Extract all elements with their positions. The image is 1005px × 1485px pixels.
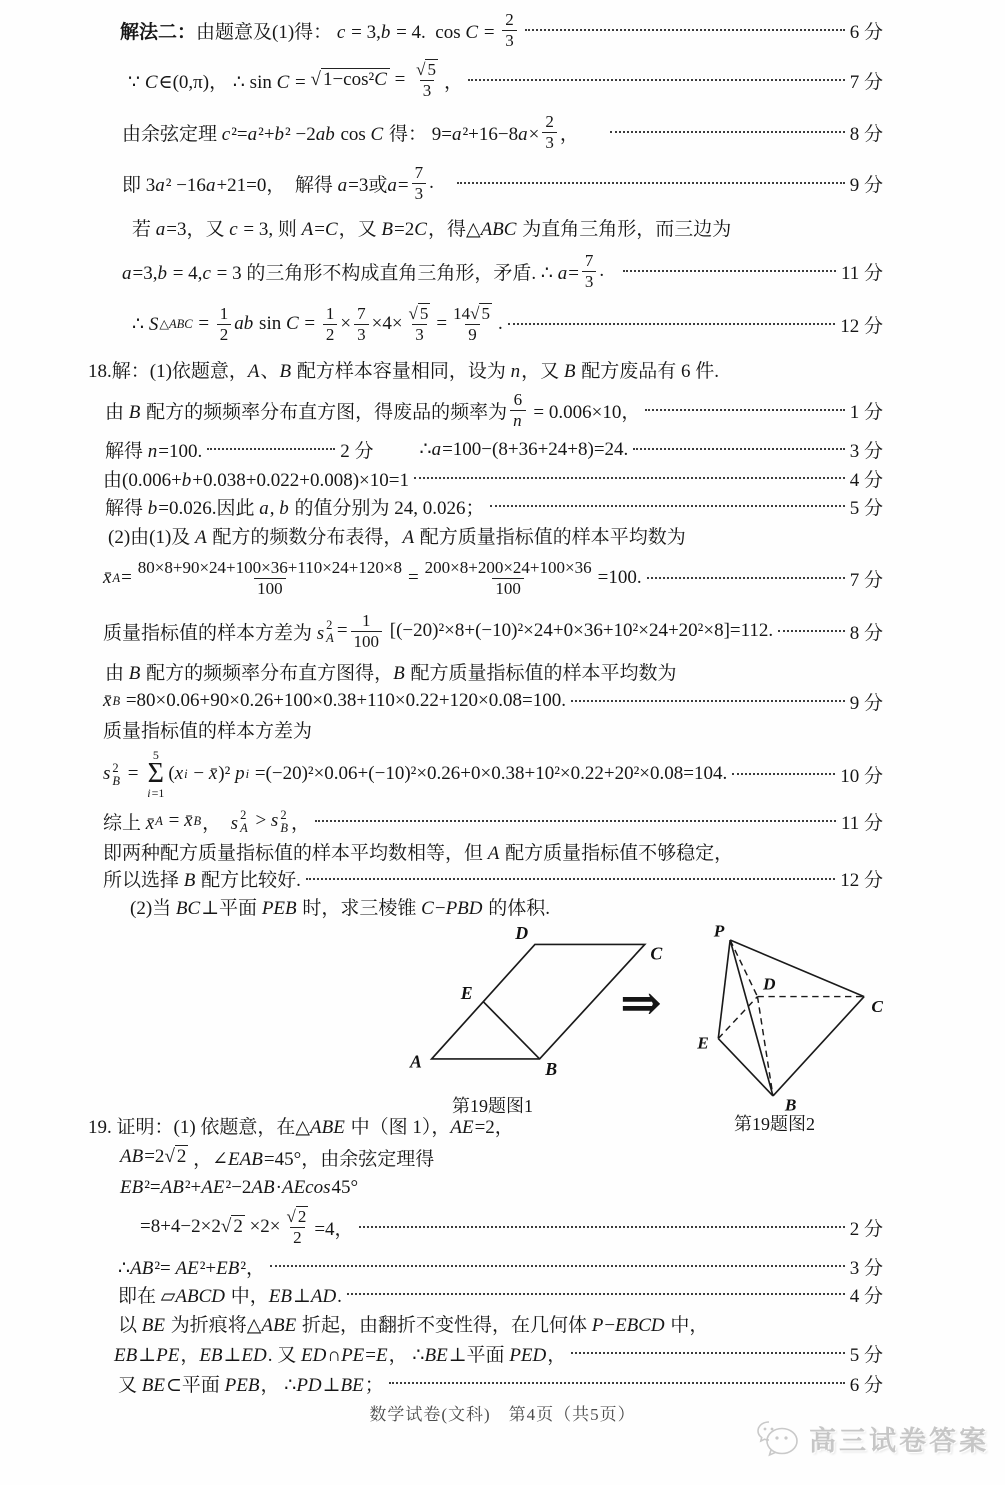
answer-line [0, 1338, 1005, 1368]
dot-leader [525, 29, 845, 31]
answer-line [0, 386, 1005, 434]
fraction: $\frac{14√ 5}{9}$ [453, 304, 490, 344]
score-label: 9 分 [849, 174, 883, 196]
score-label: 3 分 [849, 440, 883, 462]
dot-leader [490, 505, 845, 507]
score-label: 12 分 [840, 315, 883, 337]
sqrt-radical: √ 5 [416, 60, 436, 80]
score-label: 10 分 [840, 765, 883, 787]
text-run: 由 B 配方的频频率分布直方图得，B 配方质量指标值的样本平均数为 [105, 662, 677, 684]
text-run: 由题意及(1)得： c = 3,b = 4. cos C = [196, 21, 500, 43]
text-run: . [429, 172, 434, 193]
text-run: > s [250, 810, 279, 831]
dot-leader [623, 270, 836, 272]
text-run: = x̄ [163, 810, 193, 831]
text-run: 质量指标值的样本方差为 [103, 721, 313, 742]
score-label: 11 分 [840, 262, 883, 284]
score-label: 6 分 [849, 1374, 883, 1396]
text-run: ∵ C∈(0,π)， ∴ sin C = [128, 71, 311, 93]
text-run: s [103, 763, 111, 784]
fraction: $\frac{7}{3}$ [582, 251, 597, 290]
text-run: × [340, 313, 352, 334]
vertex-label-D: D [515, 922, 529, 943]
fraction: $\frac{7}{3}$ [412, 163, 427, 202]
text-run: ，∠EAB=45°，由余弦定理得 [188, 1148, 435, 1170]
sup-sub-stack: 2 A [326, 617, 334, 645]
text-run-bold: 解法二： [120, 21, 197, 43]
answer-line: 综上 x̄ A = x̄ B ， s 2 A > s 2 B ， 11 分 [103, 807, 883, 835]
fraction: $\frac{7}{3}$ [354, 304, 369, 343]
answer-line [0, 54, 1005, 106]
answer-line [0, 106, 1005, 158]
dot-leader [508, 323, 836, 325]
text-run: x̄ [103, 567, 112, 588]
dot-leader [468, 79, 845, 81]
answer-line: x̄ A = $\frac{80\times 8+90\times 24+100\times 36+110\times 24+120\times 8}{100}$ = $\frac{200\times 8+200\times 24+100\times 36}{100}$ =100. 7 分 [103, 558, 883, 598]
sqrt-radical: √ 2 [286, 1207, 307, 1227]
text-run: =100. [597, 567, 642, 588]
text-run: = [193, 313, 214, 334]
dot-leader [633, 448, 844, 450]
answer-line [0, 1252, 1005, 1280]
text-run: 由(0.006+b+0.038+0.022+0.008)×10=1 [103, 469, 409, 491]
text-run: (x [168, 763, 184, 784]
answer-line [0, 352, 1005, 386]
dot-leader [571, 1352, 844, 1354]
text-run: = [336, 620, 348, 641]
dot-leader [732, 773, 835, 775]
segment-EB [483, 1002, 539, 1059]
answer-line [0, 865, 1005, 892]
text-run: [(−20)²×8+(−10)²×24+0×36+10²×24+20²×8]=112. [385, 620, 774, 641]
text-run: ∴AB²= AE²+EB²， [118, 1257, 266, 1279]
dot-leader [347, 1293, 845, 1295]
dot-leader [389, 1382, 845, 1384]
answer-line [0, 716, 1005, 743]
text-run: 以 BE 为折痕将△ABE 折起，由翻折不变性得，在几何体 P−EBCD 中， [118, 1314, 709, 1336]
text-run: 又 BE⊂平面 PEB， ∴PD⊥BE； [118, 1374, 384, 1396]
text-run: = [123, 763, 144, 784]
dot-leader [359, 1226, 845, 1228]
answer-line [0, 520, 1005, 550]
text-run: (2)当 BC⊥平面 PEB 时，求三棱锥 C−PBD 的体积. [130, 897, 551, 919]
text-run: ， [559, 123, 579, 145]
text-run: 18.解：(1)依题意，A、B 配方样本容量相同，设为 n，又 B 配方废品有 6 件. [88, 360, 720, 382]
answer-line [0, 492, 1005, 520]
text-run: 解得 b=0.026.因此 a, b 的值分别为 24, 0.026； [105, 497, 485, 519]
text-run: 解得 n=100. [105, 440, 203, 462]
answer-line [0, 1280, 1005, 1308]
answer-line: x̄ B =80×0.06+90×0.26+100×0.38+110×0.22+120×0.08=100. 9 分 [0, 686, 1005, 716]
answer-line [0, 158, 1005, 208]
watermark-text: 高三试卷答案 [809, 1425, 989, 1456]
dot-leader [457, 182, 845, 184]
answer-line [0, 656, 1005, 686]
text-run: 若 a=3，又 c = 3, 则 A=C，又 B=2C，得△ABC 为直角三角形，而三边为 [132, 218, 732, 240]
watermark [755, 1418, 989, 1458]
score-label: 9 分 [849, 692, 883, 714]
text-run: = [407, 567, 419, 588]
text-run: ×4× [371, 313, 403, 334]
text-run: ， [443, 71, 463, 93]
text-run: AB=2 [120, 1146, 165, 1167]
answer-line: ∴ S △ABC = $\frac{1}{2}$ ab sin C = $\frac{1}{2}$ × $\frac{7}{3}$ ×4× $\frac{√ 5}{3}$ = $\frac{14√ 5}{9}$ . 12 分 [132, 304, 883, 344]
figure1-caption: 第19题图1 [452, 1096, 533, 1116]
dot-leader [207, 448, 335, 450]
text-run: 所以选择 B 配方比较好. [103, 870, 301, 891]
answer-line [0, 837, 1005, 865]
fraction: $\frac{1}{100}$ [351, 611, 383, 650]
answer-line [0, 892, 1005, 920]
summation: 5 Σ i=1 [147, 747, 165, 801]
sup-sub-stack: 2 B [280, 807, 288, 835]
score-label: 8 分 [849, 622, 883, 644]
text-run: = [121, 567, 132, 588]
answer-line: s 2 B = 5 Σ i=1 (x i − x̄)² p i =(−20)²×0.06+(−10)²×0.26+0×0.38+10²×0.22+20²×0.08=104. 10 分 [103, 747, 883, 801]
text-run: 即在 ▱ABCD 中，EB⊥AD. [118, 1285, 342, 1307]
dot-leader [645, 409, 844, 411]
text-run: ×2× [244, 1216, 281, 1237]
fraction: $\frac{1}{2}$ [323, 304, 338, 343]
score-label: 11 分 [840, 812, 883, 834]
figure-block-q19 [0, 920, 1005, 1132]
answers-section-19 [0, 1110, 1005, 1398]
text-run: = [389, 69, 411, 90]
dot-leader [270, 1265, 845, 1267]
answer-line [0, 1368, 1005, 1398]
fraction: $\frac{80\times 8+90\times 24+100\times 36+110\times 24+120\times 8}{100}$ [137, 558, 402, 598]
fraction: $\frac{2}{3}$ [542, 112, 557, 151]
text-run: = [436, 313, 448, 334]
fraction: $\frac{2}{3}$ [502, 10, 517, 49]
answer-line [0, 1202, 1005, 1252]
fraction: $\frac{√ 5}{3}$ [408, 304, 429, 344]
figure2-caption: 第19题图2 [734, 1114, 815, 1134]
answer-line [0, 606, 1005, 656]
vertex-label-D2: D [762, 974, 776, 994]
dot-leader [306, 878, 835, 880]
solid-edges [718, 940, 864, 1096]
vertex-label-B2: B [784, 1095, 797, 1115]
text-run: . [599, 260, 605, 281]
fraction: $\frac{√ 2}{2}$ [286, 1207, 307, 1247]
sup-sub-stack: 2 A [240, 807, 248, 835]
text-run: ， [290, 812, 310, 834]
answer-line [0, 246, 1005, 296]
figure2-tetrahedron [648, 920, 908, 1116]
implies-arrow-icon: ⇒ [620, 975, 662, 1031]
dot-leader [414, 477, 845, 479]
sqrt-radical: √ 1−cos²C [311, 69, 390, 91]
dashed-edges [718, 940, 864, 1096]
score-label: 7 分 [849, 569, 883, 591]
text-run: 质量指标值的样本方差为 s [103, 622, 325, 644]
text-run: =4， [314, 1218, 354, 1240]
vertex-label-P: P [713, 921, 725, 941]
score-label: 5 分 [849, 1344, 883, 1366]
text-run: 综上 x̄ [103, 812, 155, 834]
text-run: EB⊥PE，EB⊥ED. 又 ED∩PE=E， ∴BE⊥平面 PED， [114, 1344, 567, 1366]
answer-line [0, 434, 1005, 464]
score-label: 5 分 [849, 497, 883, 519]
score-label: 8 分 [849, 123, 883, 145]
text-run: EB²=AB²+AE²−2AB·AEcos45° [120, 1177, 359, 1198]
text-run: ∴a=100−(8+36+24+8)=24. [419, 438, 629, 460]
text-run: . [497, 313, 503, 334]
chat-bubbles-icon [755, 1418, 801, 1458]
sup-sub-stack: 2 B [112, 760, 121, 788]
score-label: 1 分 [849, 401, 883, 423]
answer-line [0, 464, 1005, 492]
text-run: ab sin C = [234, 313, 320, 334]
answer-line [0, 1174, 1005, 1202]
text-run: a=3,b = 4,c = 3 的三角形不构成直角三角形，矛盾. ∴ a= [122, 262, 579, 284]
text-run: − x̄)² p [188, 763, 245, 784]
answer-line [0, 1308, 1005, 1338]
fraction: $\frac{6}{n}$ [510, 390, 526, 429]
page-footer: 数学试卷(文科) 第4页（共5页） [369, 1405, 636, 1424]
text-run: =8+4−2×2 [140, 1216, 221, 1237]
answer-line [0, 208, 1005, 246]
dot-leader [315, 820, 836, 822]
answer-line [0, 6, 1005, 54]
text-run: ∴ S [132, 313, 159, 335]
vertex-label-E2: E [697, 1033, 709, 1053]
score-label: 4 分 [849, 469, 883, 491]
vertex-label-A: A [410, 1051, 422, 1072]
text-run: ， s [202, 812, 239, 834]
text-run: 由余弦定理 c²=a²+b² −2ab cos C 得： 9=a²+16−8a× [122, 123, 540, 145]
text-run: =80×0.06+90×0.26+100×0.38+110×0.22+120×0.08=100. [121, 690, 566, 711]
text-run: =(−20)²×0.06+(−10)²×0.26+0×0.38+10²×0.22+20²×0.08=104. [250, 763, 728, 784]
dot-leader [571, 700, 845, 702]
score-label: 12 分 [840, 870, 883, 891]
score-label: 7 分 [849, 71, 883, 93]
score-label: 4 分 [849, 1285, 883, 1307]
text-run: 即 3a² −16a+21=0， 解得 a=3或a= [122, 174, 409, 196]
fraction: $\frac{200\times 8+200\times 24+100\times 36}{100}$ [424, 558, 592, 598]
vertex-label-E: E [460, 982, 473, 1003]
score-label: 6 分 [849, 21, 883, 43]
text-run: (2)由(1)及 A 配方的频数分布表得，A 配方质量指标值的样本平均数为 [108, 526, 686, 548]
vertex-label-C2: C [871, 997, 884, 1017]
text-run: x̄ [103, 690, 112, 711]
dot-leader [647, 577, 845, 579]
fraction: $\frac{√ 5}{3}$ [416, 60, 436, 100]
score-label: 2 分 [849, 1218, 883, 1240]
text-run: 即两种配方质量指标值的样本平均数相等，但 A 配方质量指标值不够稳定， [103, 842, 734, 864]
sqrt-radical: √ 5 [470, 304, 490, 324]
dot-leader [778, 630, 845, 632]
text-run: = 0.006×10， [528, 401, 641, 423]
vertex-label-C: C [650, 943, 663, 964]
score-label: 3 分 [849, 1257, 883, 1279]
fraction: $\frac{1}{2}$ [217, 304, 232, 343]
text-run: 2 分 [340, 440, 374, 462]
sqrt-radical: √ 2 [220, 1216, 243, 1237]
sqrt-radical: √ 5 [408, 304, 429, 324]
text-run: 由 B 配方的频频率分布直方图，得废品的频率为 [105, 401, 508, 423]
answer-line [0, 1140, 1005, 1174]
sqrt-radical: √ 2 [164, 1146, 187, 1167]
vertex-label-B: B [545, 1058, 558, 1079]
dot-leader [610, 131, 845, 133]
text-run: 19. 证明：(1) 依题意，在△ABE 中（图 1），AE=2， [88, 1116, 514, 1138]
